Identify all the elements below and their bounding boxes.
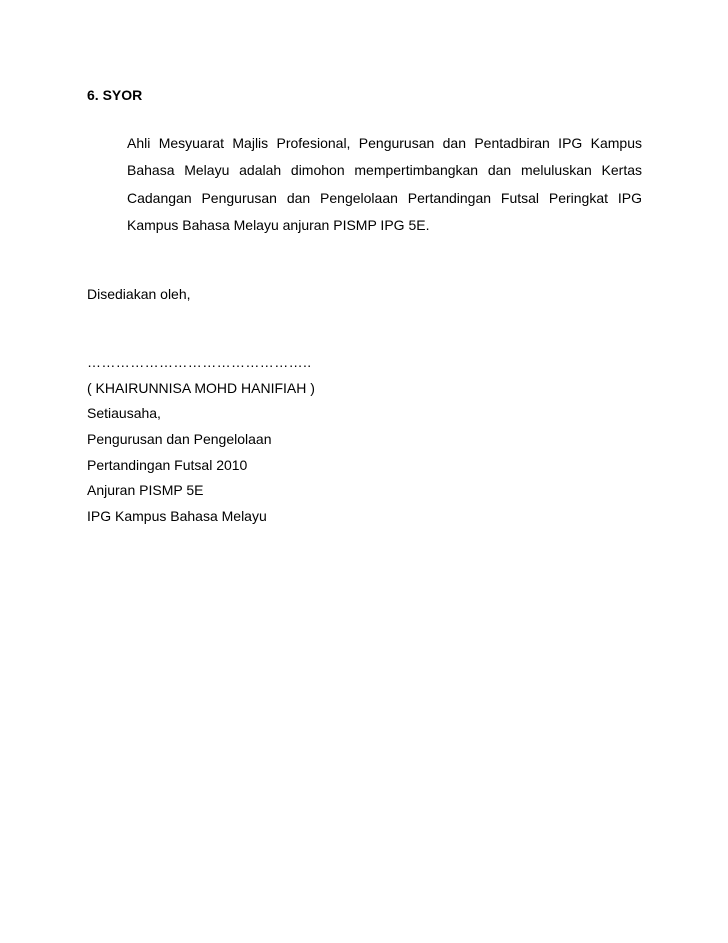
section-heading: 6. SYOR — [87, 87, 143, 103]
signature-line: ……………………………………….. — [87, 354, 312, 370]
committee-line-1: Pengurusan dan Pengelolaan — [87, 431, 272, 448]
signatory-position: Setiausaha, — [87, 405, 161, 422]
committee-line-2: Pertandingan Futsal 2010 — [87, 456, 248, 473]
recommendation-paragraph: Ahli Mesyuarat Majlis Profesional, Pengurusan dan Pentadbiran IPG Kampus Bahasa Melayu adalah dimohon mempertimbangkan dan meluluskan Kertas Cadangan Pengurusan dan Pengelolaan Pertandingan Futsal Peringkat IPG Kampus Bahasa Melayu anjuran PISMP IPG 5E. — [127, 135, 642, 233]
prepared-by-label: Disediakan oleh, — [87, 286, 191, 302]
institution-line: IPG Kampus Bahasa Melayu — [87, 508, 267, 525]
signatory-name: ( KHAIRUNNISA MOHD HANIFIAH ) — [87, 379, 315, 396]
signature-block — [87, 353, 315, 533]
organizer-line: Anjuran PISMP 5E — [87, 482, 204, 499]
